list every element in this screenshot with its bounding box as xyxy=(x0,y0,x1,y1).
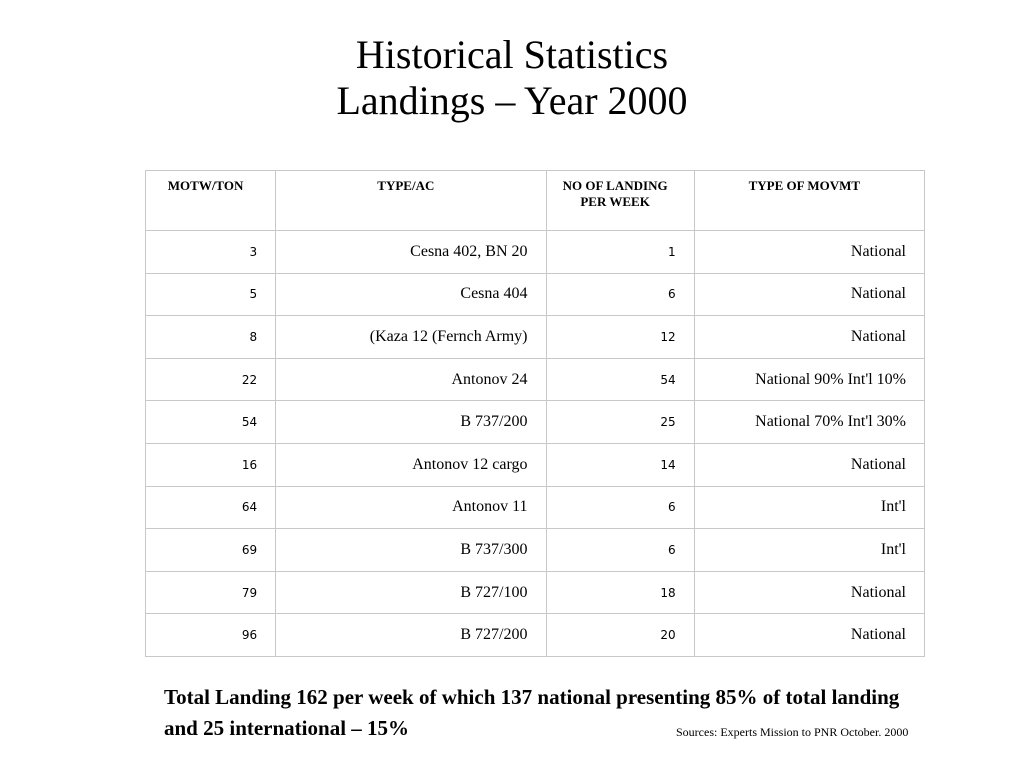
total-summary: Total Landing 162 per week of which 137 national presenting 85% of total landing and 25 international – 15% xyxy=(164,685,900,740)
cell-landings: 18 xyxy=(546,571,694,614)
cell-type-ac: Cesna 404 xyxy=(276,273,546,316)
landings-table xyxy=(145,170,925,657)
cell-type-ac: Antonov 12 cargo xyxy=(276,443,546,486)
cell-landings: 1 xyxy=(546,231,694,274)
cell-motw: 54 xyxy=(146,401,276,444)
cell-motw: 79 xyxy=(146,571,276,614)
table-row xyxy=(146,231,925,274)
cell-type-ac: B 737/200 xyxy=(276,401,546,444)
cell-landings: 20 xyxy=(546,614,694,657)
cell-type-ac: Antonov 24 xyxy=(276,358,546,401)
cell-movement: National 90% Int'l 10% xyxy=(694,358,924,401)
cell-movement: National xyxy=(694,273,924,316)
cell-type-ac: Cesna 402, BN 20 xyxy=(276,231,546,274)
table-row xyxy=(146,443,925,486)
page-title xyxy=(0,32,1024,124)
cell-motw: 16 xyxy=(146,443,276,486)
cell-type-ac: (Kaza 12 (Fernch Army) xyxy=(276,316,546,359)
cell-movement: National xyxy=(694,614,924,657)
header-type-ac: TYPE/AC xyxy=(276,171,546,231)
header-motw: MOTW/TON xyxy=(146,171,276,231)
title-line-1: Historical Statistics xyxy=(355,32,669,77)
cell-landings: 14 xyxy=(546,443,694,486)
cell-type-ac: B 737/300 xyxy=(276,529,546,572)
table-row xyxy=(146,358,925,401)
cell-movement: Int'l xyxy=(694,486,924,529)
cell-type-ac: B 727/200 xyxy=(276,614,546,657)
cell-motw: 64 xyxy=(146,486,276,529)
cell-movement: National xyxy=(694,443,924,486)
cell-motw: 8 xyxy=(146,316,276,359)
header-landings: NO OF LANDING PER WEEK xyxy=(546,171,694,231)
cell-type-ac: Antonov 11 xyxy=(276,486,546,529)
cell-landings: 6 xyxy=(546,529,694,572)
table-row xyxy=(146,614,925,657)
table-header-row xyxy=(146,171,925,231)
cell-movement: National xyxy=(694,231,924,274)
table-row xyxy=(146,486,925,529)
cell-motw: 69 xyxy=(146,529,276,572)
cell-landings: 12 xyxy=(546,316,694,359)
table-row xyxy=(146,401,925,444)
table-row xyxy=(146,571,925,614)
cell-movement: National xyxy=(694,316,924,359)
cell-motw: 5 xyxy=(146,273,276,316)
cell-landings: 25 xyxy=(546,401,694,444)
header-movement: TYPE OF MOVMT xyxy=(694,171,924,231)
cell-movement: National xyxy=(694,571,924,614)
cell-motw: 96 xyxy=(146,614,276,657)
cell-landings: 6 xyxy=(546,273,694,316)
title-line-2: Landings – Year 2000 xyxy=(336,78,688,123)
table-row xyxy=(146,529,925,572)
cell-motw: 22 xyxy=(146,358,276,401)
table-row xyxy=(146,316,925,359)
cell-movement: National 70% Int'l 30% xyxy=(694,401,924,444)
cell-movement: Int'l xyxy=(694,529,924,572)
source-note: Sources: Experts Mission to PNR October. 2000 xyxy=(676,724,936,740)
table-row xyxy=(146,273,925,316)
cell-landings: 54 xyxy=(546,358,694,401)
cell-type-ac: B 727/100 xyxy=(276,571,546,614)
cell-motw: 3 xyxy=(146,231,276,274)
cell-landings: 6 xyxy=(546,486,694,529)
